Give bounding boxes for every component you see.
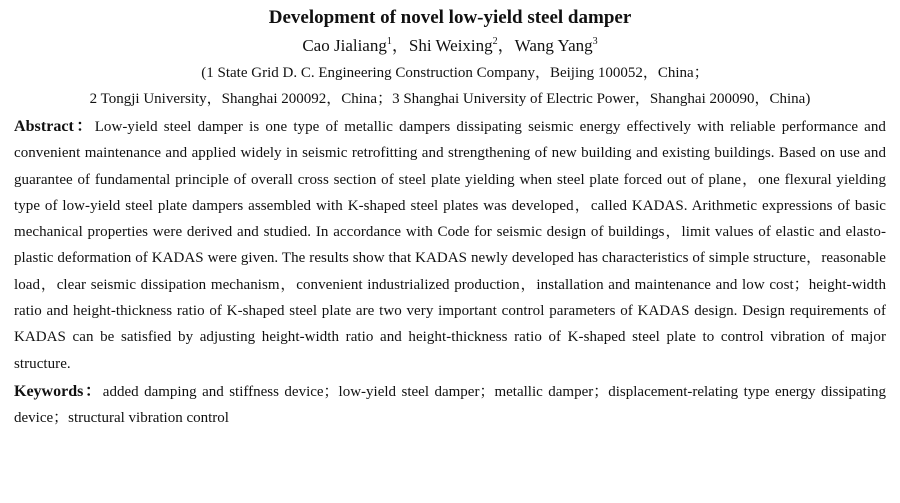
author-affiliation-mark: 1 bbox=[386, 36, 392, 47]
abstract-text: Low-yield steel damper is one type of metallic dampers dissipating seismic energy effectively with reliable performance and convenient maintenance and applied widely in seismic retrofitting and strengthening of new building and existing buildings. Based on use and guarantee of fundamental principle of overall cross section of steel plate yielding when steel plate forced out of plane，one flexural yielding type of low-yield steel plate dampers assembled with K-shaped steel plates was developed，called KADAS. Arithmetic expressions of basic mechanical properties were derived and studied. In accordance with Code for seismic design of buildings，limit values of elastic and elasto-plastic deformation of KADAS were given. The results show that KADAS newly developed has characteristics of simple structure，reasonable load，clear seismic dissipation mechanism，convenient industrialized production，installation and maintenance and low cost；height-width ratio and height-thickness ratio of K-shaped steel plate are two very important control parameters of KADAS design. Design requirements of KADAS can be satisfied by adjusting height-width ratio and height-thickness ratio of K-shaped steel plate to control vibration of major structure. bbox=[14, 119, 886, 372]
author-separator: ， bbox=[497, 36, 515, 55]
abstract-label: Abstract： bbox=[14, 118, 95, 135]
abstract bbox=[14, 114, 886, 377]
affiliation-line: 2 Tongji University，Shanghai 200092，China；3 Shanghai University of Electric Power，Shanghai 200090，China) bbox=[89, 91, 811, 107]
author-name: Wang Yang bbox=[514, 36, 593, 55]
affiliation-line: (1 State Grid D. C. Engineering Construction Company，Beijing 100052，China； bbox=[201, 65, 709, 81]
author-list bbox=[14, 34, 886, 58]
keywords-text: added damping and stiffness device；low-yield steel damper；metallic damper；displacement-relating type energy dissipating device；structural vibration control bbox=[14, 383, 886, 427]
author-name: Cao Jialiang bbox=[302, 36, 387, 55]
author-affiliation-mark: 2 bbox=[492, 36, 498, 47]
keywords-label: Keywords： bbox=[14, 382, 103, 400]
paper-title: Development of novel low-yield steel damper bbox=[268, 7, 632, 28]
keywords bbox=[14, 379, 886, 432]
author-name: Shi Weixing bbox=[408, 36, 493, 55]
author-affiliation-mark: 3 bbox=[592, 36, 598, 47]
author-separator: ， bbox=[391, 36, 409, 55]
